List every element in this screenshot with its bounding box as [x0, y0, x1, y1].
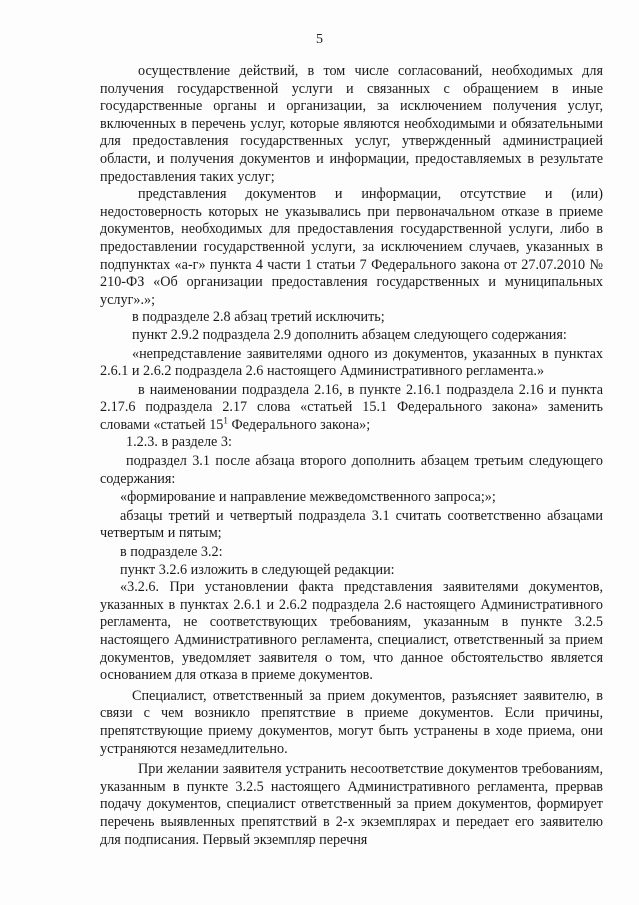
paragraph: 1.2.3. в разделе 3: [126, 434, 232, 451]
page-number: 5 [316, 32, 323, 47]
paragraph: в подразделе 2.8 абзац третий исключить; [132, 309, 385, 326]
paragraph: «формирование и направление межведомственного запроса;»; [120, 489, 496, 506]
paragraph: «непредставление заявителями одного из документов, указанных в пунктах 2.6.1 и 2.6.2 подраздела 2.6 настоящего Административного регламента.» [100, 345, 603, 380]
paragraph: в подразделе 3.2: [120, 544, 223, 561]
paragraph: пункт 2.9.2 подраздела 2.9 дополнить абзацем следующего содержания: [132, 326, 567, 343]
paragraph: пункт 3.2.6 изложить в следующей редакции: [120, 561, 395, 578]
paragraph: абзацы третий и четвертый подраздела 3.1 считать соответственно абзацами четвертым и пятым; [100, 507, 603, 542]
document-body [100, 63, 603, 849]
paragraph: Специалист, ответственный за прием документов, разъясняет заявителю, в связи с чем возникло препятствие в приеме документов. Если причины, препятствующие приему документов, могут быть устранены в ходе приема, они устраняются незамедлительно. [100, 687, 603, 757]
paragraph: «3.2.6. При установлении факта представления заявителями документов, указанных в пунктах 2.6.1 и 2.6.2 подраздела 2.6 настоящего Административного регламента, не соответствующих требованиям, указанным в пункте 3.2.5 настоящего Административного регламента, специалист, ответственный за прием документов, уведомляет заявителя о том, что данное обстоятельство является основанием для отказа в приеме документов. [100, 579, 603, 684]
superscript: 1 [223, 415, 228, 426]
paragraph-text: в наименовании подраздела 2.16, в пункте 2.16.1 подраздела 2.16 и пункта 2.17.6 подраздела 2.17 слова «статьей 15.1 Федерального закона» заменить словами «статьей 15 [100, 381, 603, 433]
paragraph-text: Федерального закона»; [227, 416, 371, 433]
paragraph: осуществление действий, в том числе согласований, необходимых для получения государственной услуги и связанных с обращением в иные государственные органы и организации, за исключением получения услуг, включенных в перечень услуг, которые являются необходимыми и обязательными для предоставления государственных услуг, утвержденный администрацией области, и получения документов и информации, предоставляемых в результате предоставления таких услуг; [100, 63, 603, 185]
paragraph: представления документов и информации, отсутствие и (или) недостоверность которых не указывались при первоначальном отказе в приеме документов, необходимых для предоставления государственной услуги, либо в предоставлении государственной услуги, за исключением случаев, указанных в подпунктах «а-г» пункта 4 части 1 статьи 7 Федерального закона от 27.07.2010 № 210-ФЗ «Об организации предоставления государственных и муниципальных услуг».»; [100, 186, 603, 308]
paragraph: подраздел 3.1 после абзаца второго дополнить абзацем третьим следующего содержания: [100, 453, 603, 487]
paragraph [100, 382, 603, 435]
paragraph: При желании заявителя устранить несоответствие документов требованиям, указанным в пункте 3.2.5 настоящего Административного регламента, прервав подачу документов, специалист ответственный за прием документов, формирует перечень выявленных препятствий в 2-х экземплярах и передает его заявителю для подписания. Первый экземпляр перечня [100, 761, 603, 848]
